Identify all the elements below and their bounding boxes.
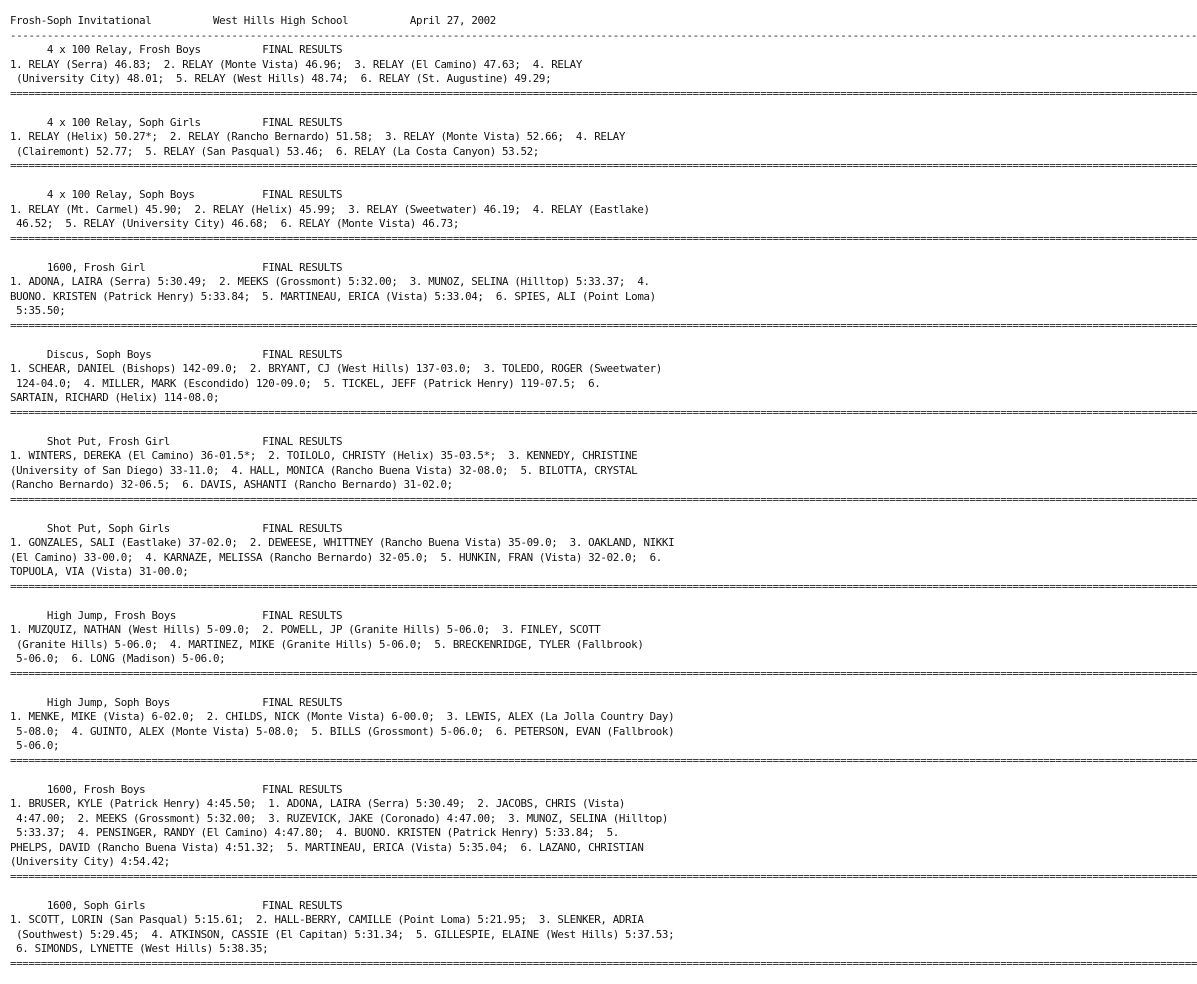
event-separator: ================================================================================================================================================================================================= bbox=[10, 86, 1197, 100]
result-line: 1. RELAY (Helix) 50.27*; 2. RELAY (Rancho Bernardo) 51.58; 3. RELAY (Monte Vista) 52.66; 4. RELAY bbox=[10, 130, 626, 143]
results-document bbox=[10, 14, 1197, 971]
result-line: 1. RELAY (Mt. Carmel) 45.90; 2. RELAY (Helix) 45.99; 3. RELAY (Sweetwater) 46.19; 4. RELAY (Eastlake) bbox=[10, 202, 650, 216]
result-line: 5-06.0; 6. LONG (Madison) 5-06.0; bbox=[10, 652, 226, 665]
result-line: 1. MUZQUIZ, NATHAN (West Hills) 5-09.0; 2. POWELL, JP (Granite Hills) 5-06.0; 3. FINLEY, SCOTT bbox=[10, 623, 601, 636]
spacer bbox=[10, 174, 735, 189]
result-line: (University City) 48.01; 5. RELAY (West Hills) 48.74; 6. RELAY (St. Augustine) 49.29; bbox=[10, 72, 552, 85]
result-line: 46.52; 5. RELAY (University City) 46.68; 6. RELAY (Monte Vista) 46.73; bbox=[10, 217, 459, 230]
spacer bbox=[10, 507, 735, 522]
event-name: 4 x 100 Relay, Soph Girls bbox=[46, 115, 201, 129]
result-line: (Clairemont) 52.77; 5. RELAY (San Pasqual) 53.46; 6. RELAY (La Costa Canyon) 53.52; bbox=[10, 144, 539, 158]
event-name: Shot Put, Frosh Girl bbox=[46, 434, 170, 448]
meet-date: April 27, 2002 bbox=[409, 14, 496, 27]
event-status: FINAL RESULTS bbox=[262, 188, 343, 201]
event-status: FINAL RESULTS bbox=[262, 115, 343, 129]
event-header bbox=[10, 188, 735, 203]
result-line: 1. ADONA, LAIRA (Serra) 5:30.49; 2. MEEKS (Grossmont) 5:32.00; 3. MUNOZ, SELINA (Hilltop) 5:33.37; 4. bbox=[10, 275, 650, 288]
event-block bbox=[10, 695, 1197, 783]
event-block bbox=[10, 347, 1197, 435]
event-block bbox=[10, 521, 1197, 609]
header-separator: ------------------------------------------------------------------------------------------------------------------------------------------------------------------------------------------------- bbox=[10, 28, 1197, 42]
event-header bbox=[10, 116, 735, 131]
event-status: FINAL RESULTS bbox=[262, 347, 343, 361]
result-line: 124-04.0; 4. MILLER, MARK (Escondido) 120-09.0; 5. TICKEL, JEFF (Patrick Henry) 119-07.5; 6. bbox=[10, 376, 601, 390]
event-status: FINAL RESULTS bbox=[262, 43, 343, 56]
event-separator: ================================================================================================================================================================================================= bbox=[10, 753, 1197, 767]
event-header bbox=[10, 43, 735, 58]
event-header bbox=[10, 348, 735, 363]
result-line: 5:33.37; 4. PENSINGER, RANDY (El Camino) 4:47.80; 4. BUONO. KRISTEN (Patrick Henry) 5:33.84; 5. bbox=[10, 826, 619, 839]
event-name: Shot Put, Soph Girls bbox=[46, 521, 170, 535]
event-block bbox=[10, 434, 1197, 522]
result-line: 1. RELAY (Serra) 46.83; 2. RELAY (Monte Vista) 46.96; 3. RELAY (El Camino) 47.63; 4. RELAY bbox=[10, 57, 582, 71]
result-line: 1. SCHEAR, DANIEL (Bishops) 142-09.0; 2. BRYANT, CJ (West Hills) 137-03.0; 3. TOLEDO, ROGER (Sweetwater) bbox=[10, 362, 662, 375]
result-line: (Rancho Bernardo) 32-06.5; 6. DAVIS, ASHANTI (Rancho Bernardo) 31-02.0; bbox=[10, 478, 453, 491]
spacer bbox=[10, 884, 735, 899]
event-status: FINAL RESULTS bbox=[262, 695, 343, 709]
event-status: FINAL RESULTS bbox=[262, 898, 343, 912]
event-separator: ================================================================================================================================================================================================= bbox=[10, 869, 1197, 883]
events-list bbox=[10, 43, 1197, 971]
result-line: 1. WINTERS, DEREKA (El Camino) 36-01.5*; 2. TOILOLO, CHRISTY (Helix) 35-03.5*; 3. KENNEDY, CHRISTINE bbox=[10, 449, 638, 462]
event-name: 1600, Frosh Girl bbox=[46, 260, 146, 274]
result-line: BUONO. KRISTEN (Patrick Henry) 5:33.84; 5. MARTINEAU, ERICA (Vista) 5:33.04; 6. SPIES, ALI (Point Loma) bbox=[10, 289, 656, 303]
spacer bbox=[10, 420, 735, 435]
meet-location: West Hills High School bbox=[212, 14, 349, 27]
event-separator: ================================================================================================================================================================================================= bbox=[10, 956, 1197, 970]
spacer bbox=[10, 246, 735, 261]
event-name: Discus, Soph Boys bbox=[46, 347, 152, 361]
event-status: FINAL RESULTS bbox=[262, 260, 343, 274]
event-name: High Jump, Frosh Boys bbox=[46, 608, 177, 622]
event-header bbox=[10, 783, 735, 798]
event-name: 4 x 100 Relay, Frosh Boys bbox=[46, 43, 201, 56]
event-separator: ================================================================================================================================================================================================= bbox=[10, 492, 1197, 506]
event-name: 4 x 100 Relay, Soph Boys bbox=[46, 188, 195, 201]
result-line: 6. SIMONDS, LYNETTE (West Hills) 5:38.35; bbox=[10, 942, 269, 955]
event-status: FINAL RESULTS bbox=[262, 434, 343, 448]
result-line: (University City) 4:54.42; bbox=[10, 855, 170, 868]
event-block bbox=[10, 608, 1197, 696]
event-header bbox=[10, 435, 735, 450]
event-separator: ================================================================================================================================================================================================= bbox=[10, 666, 1197, 680]
event-name: 1600, Frosh Boys bbox=[46, 782, 146, 796]
result-line: (Granite Hills) 5-06.0; 4. MARTINEZ, MIKE (Granite Hills) 5-06.0; 5. BRECKENRIDGE, TYLER (Fallbrook) bbox=[10, 637, 644, 651]
event-separator: ================================================================================================================================================================================================= bbox=[10, 231, 1197, 245]
event-header bbox=[10, 899, 735, 914]
event-block bbox=[10, 188, 1197, 261]
spacer bbox=[10, 101, 735, 116]
result-line: 5:35.50; bbox=[10, 304, 66, 317]
result-line: (El Camino) 33-00.0; 4. KARNAZE, MELISSA (Rancho Bernardo) 32-05.0; 5. HUNKIN, FRAN (Vista) 32-02.0; 6. bbox=[10, 550, 662, 564]
result-line: (University of San Diego) 33-11.0; 4. HALL, MONICA (Rancho Buena Vista) 32-08.0; 5. BILOTTA, CRYSTAL bbox=[10, 463, 638, 477]
result-line: 5-06.0; bbox=[10, 739, 60, 752]
event-block bbox=[10, 115, 1197, 189]
event-header bbox=[10, 522, 735, 537]
event-separator: ================================================================================================================================================================================================= bbox=[10, 318, 1197, 332]
event-separator: ================================================================================================================================================================================================= bbox=[10, 159, 1197, 172]
event-name: 1600, Soph Girls bbox=[46, 898, 146, 912]
event-separator: ================================================================================================================================================================================================= bbox=[10, 579, 1197, 593]
page-header bbox=[10, 14, 735, 29]
spacer bbox=[10, 333, 735, 348]
event-status: FINAL RESULTS bbox=[262, 782, 343, 796]
result-line: 1. GONZALES, SALI (Eastlake) 37-02.0; 2. DEWEESE, WHITTNEY (Rancho Buena Vista) 35-09.0; 3. OAKLAND, NIKKI bbox=[10, 536, 675, 549]
event-status: FINAL RESULTS bbox=[262, 521, 343, 535]
result-line: 5-08.0; 4. GUINTO, ALEX (Monte Vista) 5-08.0; 5. BILLS (Grossmont) 5-06.0; 6. PETERSON, EVAN (Fallbrook) bbox=[10, 724, 675, 738]
event-header bbox=[10, 609, 735, 624]
event-header bbox=[10, 696, 735, 711]
event-block bbox=[10, 782, 1197, 899]
result-line: TOPUOLA, VIA (Vista) 31-00.0; bbox=[10, 565, 189, 578]
result-line: 1. MENKE, MIKE (Vista) 6-02.0; 2. CHILDS, NICK (Monte Vista) 6-00.0; 3. LEWIS, ALEX (La Jolla Country Day) bbox=[10, 710, 675, 723]
event-header bbox=[10, 261, 735, 276]
result-line: PHELPS, DAVID (Rancho Buena Vista) 4:51.32; 5. MARTINEAU, ERICA (Vista) 5:35.04; 6. LAZANO, CHRISTIAN bbox=[10, 840, 644, 854]
event-block bbox=[10, 260, 1197, 348]
result-line: 4:47.00; 2. MEEKS (Grossmont) 5:32.00; 3. RUZEVICK, JAKE (Coronado) 4:47.00; 3. MUNOZ, SELINA (Hilltop) bbox=[10, 811, 669, 825]
meet-name: Frosh-Soph Invitational bbox=[10, 14, 152, 27]
spacer bbox=[10, 594, 735, 609]
event-block bbox=[10, 898, 1197, 972]
result-line: SARTAIN, RICHARD (Helix) 114-08.0; bbox=[10, 391, 220, 404]
event-separator: ================================================================================================================================================================================================= bbox=[10, 405, 1197, 419]
spacer bbox=[10, 681, 735, 696]
event-status: FINAL RESULTS bbox=[262, 608, 343, 622]
spacer bbox=[10, 768, 735, 783]
result-line: 1. BRUSER, KYLE (Patrick Henry) 4:45.50; 1. ADONA, LAIRA (Serra) 5:30.49; 2. JACOBS, CHRIS (Vista) bbox=[10, 797, 626, 810]
result-line: 1. SCOTT, LORIN (San Pasqual) 5:15.61; 2. HALL-BERRY, CAMILLE (Point Loma) 5:21.95; 3. SLENKER, ADRIA bbox=[10, 913, 644, 926]
event-block bbox=[10, 43, 1197, 116]
result-line: (Southwest) 5:29.45; 4. ATKINSON, CASSIE (El Capitan) 5:31.34; 5. GILLESPIE, ELAINE (West Hills) 5:37.53; bbox=[10, 927, 675, 941]
event-name: High Jump, Soph Boys bbox=[46, 695, 170, 709]
